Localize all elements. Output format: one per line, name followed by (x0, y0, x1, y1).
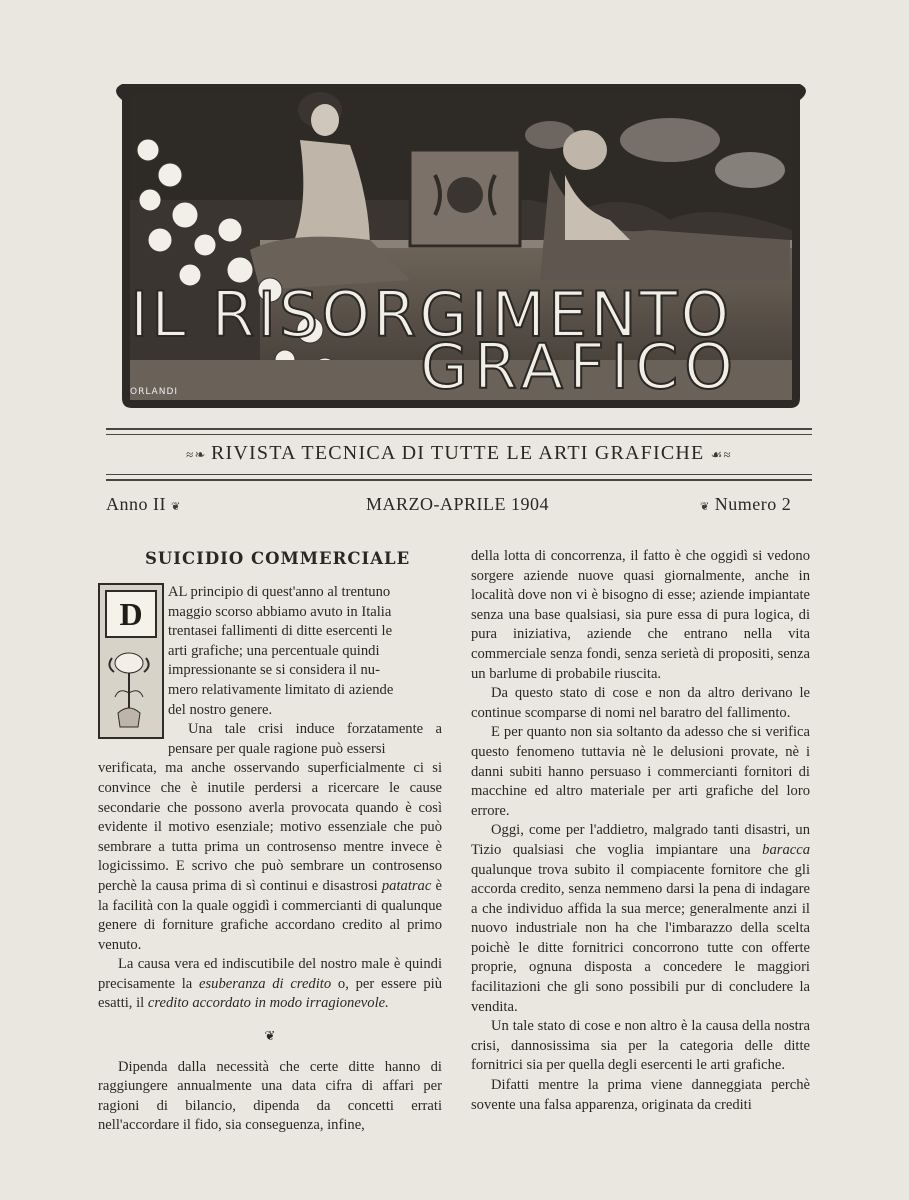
artist-signature: ORLANDI (130, 387, 179, 397)
intro-line: maggio scorso abbiamo avuto in Italia (168, 603, 392, 620)
masthead-artwork (110, 80, 812, 410)
intro-line: trentasei fallimenti di ditte esercenti le (168, 623, 393, 640)
intro-line: impressionante se si considera il nu- (168, 662, 380, 679)
issue-year: Anno II ❦ (106, 494, 181, 514)
col2-paragraph-6: Difatti mentre la prima viene danneggiata perchè sovente una falsa apparenza, originata da crediti (471, 1077, 810, 1113)
leaf-icon: ❦ (700, 501, 710, 513)
subtitle-text: RIVISTA TECNICA DI TUTTE LE ARTI GRAFICHE (211, 442, 705, 464)
masthead-title-line1: IL RISORGIMENTO (130, 278, 733, 351)
column-left (98, 583, 442, 1136)
paragraph-2b: verificata, ma anche osservando superficialmente ci si convince che è inutile perdersi a ricercare le cause secondarie che possono averla provocata quando è così evidente il motivo esenziale; motivo essenziale che può sembrare a tutta prima un controsenso mentre invece è logicissimo. E scrivo che può sembrare un controsenso perchè la causa prima di sì continui e disastrosi patatrac è la facilità con la quale oggidì i commercianti di qualunque genere di forniture grafiche accordano credito al primo venuto. (98, 760, 442, 953)
paragraph-2a: Una tale crisi induce forzatamente a pensare per quale ragione può essersi (168, 721, 442, 757)
col2-paragraph-1: della lotta di concorrenza, il fatto è che oggidì si vedono sorgere aziende nuove quasi giornalmente, anche in località dove non vi è bisogno di esse; aziende impiantate senza una base qualsiasi, sia pure essa di pura logica, di pura iniziativa, aziende che entrano nella vita commerciale senza fondi, senza serietà di propositi, senza un barlume di probabile riuscita. (471, 548, 810, 682)
section-ornament-icon: ❦ (264, 1028, 276, 1044)
ornament-left-icon: ≈❧ (186, 447, 212, 462)
paragraph-3: La causa vera ed indiscutibile del nostro male è quindi precisamente la esuberanza di credito o, per essere più esatti, il credito accordato in modo irragionevole. (98, 956, 443, 1012)
intro-line: mero relativamente limitato di aziende (168, 681, 394, 698)
paragraph-4: Dipenda dalla necessità che certe ditte hanno di raggiungere annualmente una data cifra di affari per ragioni di bilancio, dipenda da concetti errati nell'accordare il fido, sia conseguenza, infine, (98, 1058, 442, 1134)
magazine-subtitle (106, 442, 812, 465)
col2-paragraph-3: E per quanto non sia soltanto da adesso che si verifica questo fenomeno tuttavia nè le delusioni provate, nè i danni subiti hanno persuaso i commercianti fornitori di macchine ed altro materiale per arti grafiche del loro errore. (471, 724, 810, 819)
intro-line: arti grafiche; una percentuale quindi (168, 642, 380, 659)
col2-paragraph-5: Un tale stato di cose e non altro è la causa della nostra crisi, dannosissima sia per la categoria delle ditte fornitrici sia per quella degli esercenti le arti grafiche. (471, 1018, 810, 1074)
issue-date: MARZO-APRILE 1904 (366, 494, 549, 514)
column-right (471, 547, 810, 1115)
masthead-title-line2: GRAFICO (420, 330, 740, 403)
bottom-rule (106, 479, 812, 481)
article-title: SUICIDIO COMMERCIALE (145, 549, 411, 568)
bottom-rule-thin (106, 474, 812, 475)
intro-line: del nostro genere. (168, 701, 273, 718)
ornament-right-icon: ☙≈ (710, 447, 732, 462)
issue-number: ❦ Numero 2 (700, 494, 792, 514)
top-rule (106, 428, 812, 430)
col2-paragraph-4: Oggi, come per l'addietro, malgrado tanti disastri, un Tizio qualsiasi che voglia impiantare una baracca qualunque trova subito il compiacente fornitore che gli accorda credito, senza nemmeno darsi la pena di indagare a che individuo affida la sua merce; generalmente anzi il nuovo industriale non ha che l'imbarazzo della scelta poichè le ditte fornitrici concorrono tutte con offerte proprie, ognuna disposta a concedere le maggiori facilitazioni che gli sono possibili pur di concludere la vendita. (471, 822, 810, 1015)
top-rule-thin (106, 434, 812, 435)
col2-paragraph-2: Da questo stato di cose e non da altro derivano le continue scomparse di nomi nel baratro del fallimento. (471, 685, 810, 721)
leaf-icon: ❦ (171, 501, 181, 513)
dropcap-letter: D (105, 590, 157, 638)
intro-line: AL principio di quest'anno al trentuno (168, 584, 391, 600)
masthead-illustration (110, 80, 812, 410)
